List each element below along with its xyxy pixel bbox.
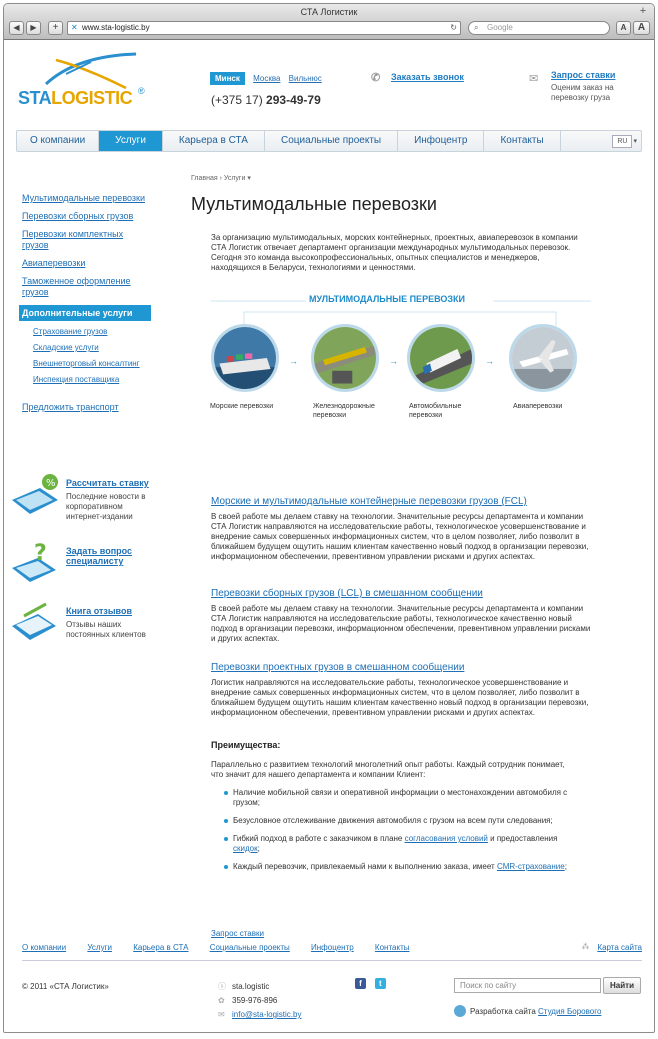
advantages-intro: Параллельно с развитием технологий многолетний опыт работы. Каждый сотрудник понимает, что значит для нашего департамента и компании Клиент: xyxy=(211,760,565,779)
promo-calculate[interactable] xyxy=(10,472,150,526)
nav-contacts[interactable]: Контакты xyxy=(484,131,560,151)
arrow-right-icon: → xyxy=(389,356,398,366)
section-fcl-title[interactable]: Морские и мультимодальные контейнерные перевозки грузов (FCL) xyxy=(211,496,527,507)
copyright: © 2011 «СТА Логистик» xyxy=(22,982,109,991)
studio-logo-icon xyxy=(454,1005,466,1017)
footer-search-input[interactable]: Поиск по сайту xyxy=(454,978,601,993)
footer-search-button[interactable]: Найти xyxy=(603,977,641,994)
footer-nav-infocenter[interactable]: Инфоцентр xyxy=(311,943,354,952)
envelope-icon: ✉ xyxy=(218,1010,225,1019)
request-rate-bottom-link[interactable]: Запрос ставки xyxy=(211,929,264,938)
site-logo[interactable] xyxy=(18,50,148,108)
back-button[interactable]: ◀ xyxy=(9,21,24,35)
section-project-text: Логистик направляются на исследовательские работы, технологическое усовершенствование и внедрение самых совершенных информационных систем, что в целом позволяет, либо позволит в ближайшем будущем ощутить нашим клиентам качественно новый подход в организации перевозки, информационном обеспечении, превентивном управлении рисками и других аспектах. xyxy=(211,678,589,717)
facebook-icon[interactable]: f xyxy=(355,978,366,989)
browser-window xyxy=(3,3,655,1033)
request-rate-desc: Оценим заказ на перевозку груза xyxy=(551,83,614,102)
list-item-text: ; xyxy=(564,862,567,871)
nav-social[interactable]: Социальные проекты xyxy=(265,131,398,151)
list-item: Наличие мобильной связи и оперативной информации о местонахождении автомобиля с грузом; xyxy=(233,788,571,808)
sidebar-item-complete[interactable]: Перевозки комплектных грузов xyxy=(22,229,124,250)
promo-reviews-desc: Отзывы наших постоянных клиентов xyxy=(66,620,146,639)
rail-image xyxy=(311,324,379,392)
sidebar-offer-transport[interactable]: Предложить транспорт xyxy=(22,402,119,412)
section-lcl-title[interactable]: Перевозки сборных грузов (LCL) в смешанном сообщении xyxy=(211,588,483,599)
scheme-title: МУЛЬТИМОДАЛЬНЫЕ ПЕРЕВОЗКИ xyxy=(309,294,465,304)
url-text: www.sta-logistic.by xyxy=(82,23,150,32)
advantages-list xyxy=(233,788,571,872)
new-tab-icon[interactable]: + xyxy=(639,5,647,17)
list-item-text: Каждый перевозчик, привлекаемый нами к выполнению заказа, имеет xyxy=(233,862,497,871)
email-link[interactable]: info@sta-logistic.by xyxy=(232,1010,302,1019)
sidebar-sub-warehouse[interactable]: Складские услуги xyxy=(33,343,99,352)
label-sea: Морские перевозки xyxy=(210,403,274,410)
browser-search-placeholder: Google xyxy=(487,23,513,32)
section-project-title[interactable]: Перевозки проектных грузов в смешанном сообщении xyxy=(211,662,465,673)
advantages-title: Преимущества: xyxy=(211,740,281,750)
calculator-icon xyxy=(10,472,60,516)
cmr-link[interactable]: CMR-страхование xyxy=(496,862,565,871)
label-rail: Железнодорожные перевозки xyxy=(313,403,375,419)
nav-infocenter[interactable]: Инфоцентр xyxy=(398,131,484,151)
section-project xyxy=(211,662,591,718)
skype-contact xyxy=(218,980,301,994)
language-selector[interactable] xyxy=(608,131,641,151)
truck-image xyxy=(407,324,475,392)
sidebar-item-consolidated[interactable]: Перевозки сборных грузов xyxy=(22,211,134,221)
logo-sta-text: STA xyxy=(18,88,52,108)
sidebar-item-air[interactable]: Авиаперевозки xyxy=(22,258,86,268)
twitter-icon[interactable]: t xyxy=(375,978,386,989)
sidebar xyxy=(22,193,152,412)
font-increase-button[interactable]: A xyxy=(633,21,650,35)
sidebar-sub-consulting[interactable]: Внешнеторговый консалтинг xyxy=(33,359,140,368)
address-bar[interactable] xyxy=(67,21,461,35)
footer-nav-services[interactable]: Услуги xyxy=(87,943,112,952)
skype-icon: ⓢ xyxy=(218,982,226,991)
svg-text:?: ? xyxy=(34,541,47,566)
request-rate-block xyxy=(529,70,631,103)
favicon-icon: ✕ xyxy=(71,23,78,32)
discounts-link[interactable]: скидок xyxy=(233,844,258,853)
add-bookmark-button[interactable]: + xyxy=(48,21,63,35)
reload-icon[interactable]: ↻ xyxy=(450,23,457,32)
nav-about[interactable]: О компании xyxy=(17,131,99,151)
logo-registered-mark: ® xyxy=(138,86,145,96)
forward-button[interactable]: ▶ xyxy=(26,21,41,35)
list-item-text: ; xyxy=(257,844,260,853)
logo-logistic-text: LOGISTIC xyxy=(51,88,133,108)
svg-text:%: % xyxy=(46,478,56,489)
icq-icon: ✿ xyxy=(218,996,225,1005)
city-vilnius[interactable]: Вильнюс xyxy=(288,74,322,83)
skype-value: sta.logistic xyxy=(232,982,270,991)
callback-label: Заказать звонок xyxy=(391,72,464,82)
terms-link[interactable]: согласования условий xyxy=(404,834,488,843)
label-truck: Автомобильные перевозки xyxy=(409,403,462,419)
promo-calculate-title: Рассчитать ставку xyxy=(66,478,149,488)
city-minsk[interactable]: Минск xyxy=(210,72,245,85)
promo-question[interactable] xyxy=(10,540,150,594)
section-lcl-text: В своей работе мы делаем ставку на технологии. Значительные ресурсы департамента и компании СТА Логистик направляются на исследовательские работы, технологическое качественно новый подход в организации перевозки, информационном обеспечении, превентивном управлении рисками и других аспектах. xyxy=(211,604,591,643)
browser-toolbar xyxy=(4,4,654,40)
sidebar-sub-insurance[interactable]: Страхование грузов xyxy=(33,327,108,336)
footer-nav-social[interactable]: Социальные проекты xyxy=(209,943,290,952)
footer-nav-career[interactable]: Карьера в СТА xyxy=(133,943,189,952)
sea-image xyxy=(211,324,279,392)
section-fcl-text: В своей работе мы делаем ставку на технологии. Значительные ресурсы департамента и компании СТА Логистик направляются на исследовательские работы, технологическое усовершенствование и внедрение самых совершенных информационных систем, что в целом позволяет, либо позволит в ближайшем будущем ощутить нашим клиентам качественно новый подход в организации перевозки, информационном обеспечении, превентивном управлении рисками и других аспектах. xyxy=(211,512,589,561)
advantages xyxy=(211,740,571,880)
studio-link[interactable]: Студия Борового xyxy=(538,1007,602,1016)
phone-main: 293-49-79 xyxy=(266,93,321,107)
promo-calculate-desc: Последние новости в корпоративном интернет-издании xyxy=(66,492,146,521)
nav-services[interactable]: Услуги xyxy=(99,131,163,151)
icq-value: 359-976-896 xyxy=(232,996,278,1005)
list-item-text: и предоставления xyxy=(487,834,558,843)
footer-nav-contacts[interactable]: Контакты xyxy=(374,943,410,952)
list-item xyxy=(233,834,571,854)
arrow-right-icon: → xyxy=(485,356,494,366)
sitemap-link[interactable] xyxy=(581,943,642,952)
window-title: СТА Логистик xyxy=(300,7,358,17)
phone-icon: ✆ xyxy=(371,72,381,84)
sitemap-icon: ⁂ xyxy=(581,942,590,951)
city-moscow[interactable]: Москва xyxy=(253,74,281,83)
breadcrumb[interactable]: Главная › Услуги ▾ xyxy=(191,175,251,182)
plane-image xyxy=(509,324,577,392)
book-icon xyxy=(10,600,60,644)
intro-text: За организацию мультимодальных, морских контейнерных, проектных, авиаперевозок в компании СТА Логистик отвечает департамент организации международных мультимодальных перевозок. Сегодня это команда высокопрофессиональных, опытных специалистов и менеджеров, находящихся в Беларуси, технологиями и ценностями. xyxy=(211,233,578,272)
icq-contact xyxy=(218,994,301,1008)
sidebar-item-additional[interactable]: Дополнительные услуги xyxy=(19,305,151,321)
sidebar-item-multimodal[interactable]: Мультимодальные перевозки xyxy=(22,193,145,203)
city-selector xyxy=(210,74,328,83)
phone-code: (+375 17) xyxy=(211,93,263,107)
sidebar-sub-inspection[interactable]: Инспекция поставщика xyxy=(33,375,120,384)
footer-contacts xyxy=(218,980,301,1022)
chevron-down-icon: ▾ xyxy=(633,138,637,145)
arrow-right-icon: → xyxy=(289,356,298,366)
sitemap-label: Карта сайта xyxy=(597,943,642,952)
footer-nav-about[interactable]: О компании xyxy=(22,943,67,952)
sidebar-item-customs[interactable]: Таможенное оформление грузов xyxy=(22,276,131,297)
main-content xyxy=(191,174,611,938)
language-value: RU xyxy=(612,135,632,148)
promo-reviews[interactable] xyxy=(10,600,150,654)
label-air: Авиаперевозки xyxy=(513,403,563,410)
promo-question-title: Задать вопрос специалисту xyxy=(66,546,133,566)
section-fcl xyxy=(211,496,591,562)
font-decrease-button[interactable]: A xyxy=(616,21,631,35)
page-title: Мультимодальные перевозки xyxy=(191,194,437,214)
dev-prefix: Разработка сайта xyxy=(470,1007,539,1016)
developer-credit xyxy=(454,1007,601,1016)
envelope-icon: ✉ xyxy=(529,73,539,85)
promo-reviews-title: Книга отзывов xyxy=(66,606,133,616)
social-links xyxy=(355,978,392,989)
request-rate-link[interactable]: Запрос ставки xyxy=(551,70,616,80)
question-icon xyxy=(10,540,60,584)
list-item-text: Гибкий подход в работе с заказчиком в плане xyxy=(233,834,405,843)
list-item: Безусловное отслеживание движения автомобиля с грузом на всем пути следования; xyxy=(233,816,571,826)
footer-nav xyxy=(22,943,642,961)
email-contact xyxy=(218,1008,301,1022)
section-lcl xyxy=(211,588,591,644)
logo-swoosh-icon xyxy=(36,50,146,90)
callback-link[interactable] xyxy=(371,72,464,82)
search-icon: ⌕ xyxy=(474,23,479,32)
browser-search-input[interactable] xyxy=(468,21,610,35)
list-item xyxy=(233,862,571,872)
nav-career[interactable]: Карьера в СТА xyxy=(163,131,265,151)
phone-number xyxy=(211,93,321,107)
main-nav xyxy=(16,130,642,152)
